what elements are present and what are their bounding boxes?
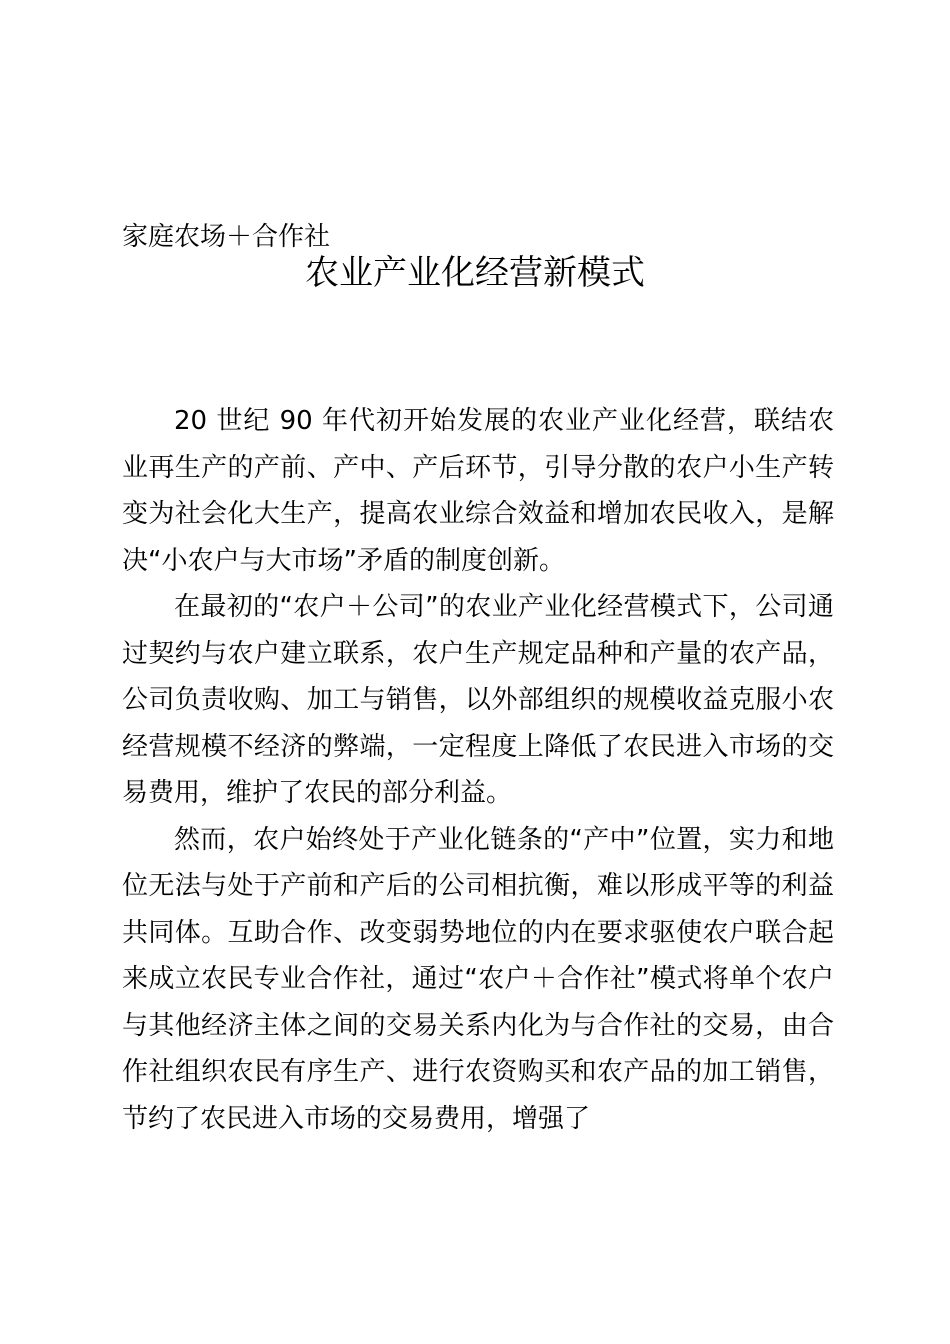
body-paragraph-2: 在最初的“农户＋公司”的农业产业化经营模式下，公司通过契约与农户建立联系，农户生产规定品种和产量的农产品，公司负责收购、加工与销售，以外部组织的规模收益克服小农经营规模不经济的弊端，一定程度上降低了农民进入市场的交易费用，维护了农民的部分利益。 xyxy=(122,592,834,808)
document-subtitle: 家庭农场＋合作社 xyxy=(122,222,331,252)
document-title: 农业产业化经营新模式 xyxy=(305,253,645,293)
body-paragraph-1: 20 世纪 90 年代初开始发展的农业产业化经营，联结农业再生产的产前、产中、产后环节，引导分散的农户小生产转变为社会化大生产，提高农业综合效益和增加农民收入，是解决“小农户与大市场”矛盾的制度创新。 xyxy=(122,406,834,576)
body-paragraph-3: 然而，农户始终处于产业化链条的“产中”位置，实力和地位无法与处于产前和产后的公司相抗衡，难以形成平等的利益共同体。互助合作、改变弱势地位的内在要求驱使农户联合起来成立农民专业合作社，通过“农户＋合作社”模式将单个农户与其他经济主体之间的交易关系内化为与合作社的交易，由合作社组织农民有序生产、进行农资购买和农产品的加工销售，节约了农民进入市场的交易费用，增强了 xyxy=(122,824,834,1134)
document-body xyxy=(122,398,834,1142)
